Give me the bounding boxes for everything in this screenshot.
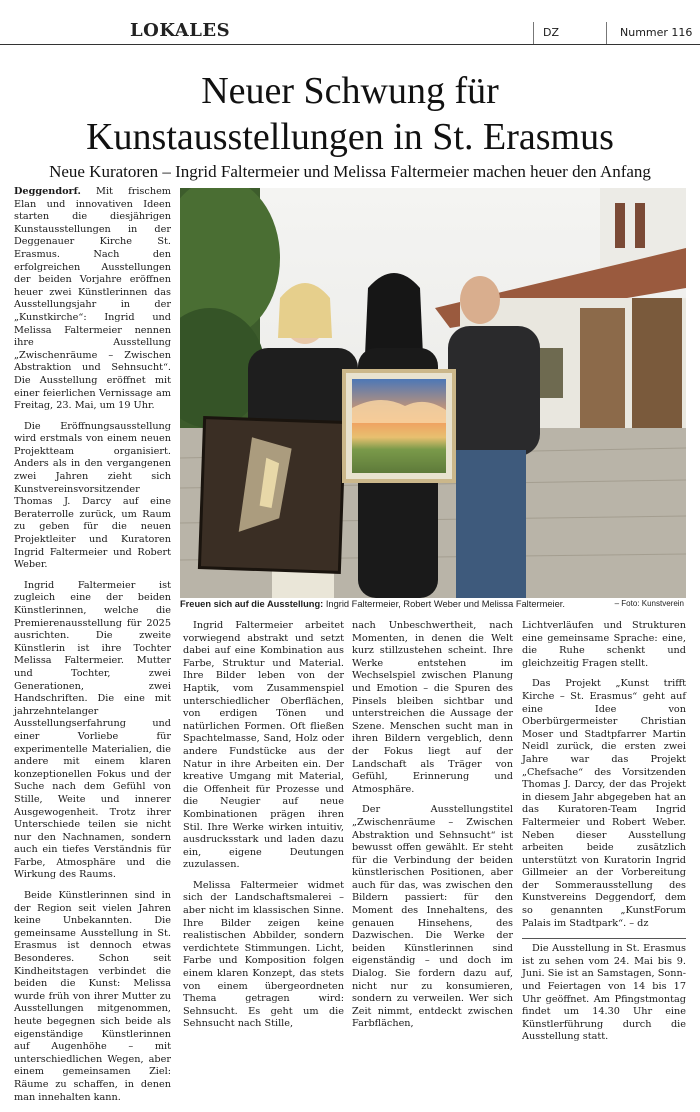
paper-abbreviation: DZ [543, 26, 560, 39]
masthead-divider [533, 22, 534, 44]
paragraph: Lichtverläufen und Strukturen eine gemeinsame Sprache: eine, die Ruhe schenkt und gleichzeitig Fragen stellt. [522, 620, 686, 669]
photo-credit: – Foto: Kunstverein [614, 599, 684, 608]
caption-lead: Freuen sich auf die Ausstellung: [180, 599, 324, 609]
dateline: Deggendorf. [14, 186, 81, 197]
subheadline: Neue Kuratoren – Ingrid Faltermeier und Melissa Faltermeier machen heuer den Anfang [49, 162, 651, 181]
photo-illustration [180, 188, 686, 598]
paragraph-text: Mit frischem Elan und innovativen Ideen starten die diesjährigen Kunstausstellungen in der Deggenauer Kirche St. Erasmus. Nach den erfolgreichen Ausstellungen der beiden Vorjahre eröffnen heuer zwei Künstlerinnen das Ausstellungsjahr in der „Kunstkirche“: Ingrid und Melissa Faltermeier nennen ihre Ausstellung „Zwischenräume – Zwischen Abstraktion und Sehnsucht“. Die Ausstellung eröffnet mit einer feierlichen Vernissage am Freitag, 23. Mai, um 19 Uhr. [14, 186, 171, 412]
info-box-text: Die Ausstellung in St. Erasmus ist zu sehen vom 24. Mai bis 9. Juni. Sie ist an Samstagen, Sonn- und Feiertagen von 14 bis 17 Uhr geöffnet. Am Pfingstmontag findet um 14.30 Uhr eine Künstlerführung durch die Ausstellung statt. [522, 938, 686, 1044]
masthead-rule [0, 44, 700, 45]
masthead-divider [606, 22, 607, 44]
caption-text: Ingrid Faltermeier, Robert Weber und Melissa Faltermeier. [323, 599, 565, 609]
paragraph: Beide Künstlerinnen sind in der Region seit vielen Jahren keine Unbekannten. Die gemeinsame Ausstellung in St. Erasmus ist dennoch etwas Besonderes. Schon seit Kindheitstagen verbindet die beiden die Kunst: Melissa wurde früh von ihrer Mutter zu Ausstellungen mitgenommen, heute begegnen sich beide als eigenständige Künstlerinnen auf Augenhöhe – mit unterschiedlichen Wegen, aber einem gemeinsamen Ziel: Räume zu schaffen, in denen man innehalten kann. [14, 890, 171, 1103]
article-column-4 [522, 620, 686, 1052]
paragraph: Der Ausstellungstitel „Zwischenräume – Zwischen Abstraktion und Sehnsucht“ ist bewusst offen gewählt. Er steht für die Verbindung der beiden künstlerischen Positionen, aber auch für das, was zwischen den Bildern passiert: für den Moment des Innehaltens, des genauen Hinsehens, des Dazwischen. Die Werke der beiden Künstlerinnen sind eigenständig – und doch im Dialog. Sie fordern dazu auf, nicht nur zu konsumieren, sondern zu verweilen. Wer sich Zeit nimmt, entdeckt zwischen Farbflächen, [352, 804, 513, 1030]
article-column-2 [183, 620, 344, 1039]
section-name: LOKALES [130, 20, 231, 41]
article-photo [180, 188, 686, 598]
paragraph: Melissa Faltermeier widmet sich der Landschaftsmalerei – aber nicht im klassischen Sinne. Ihre Bilder zeigen keine realistischen Abbilder, sondern verdichtete Stimmungen. Licht, Farbe und Komposition folgen einem klaren Konzept, das stets von einem übergeordneten Thema getragen wird: Sehnsucht. Es geht um die Sehnsucht nach Stille, [183, 879, 344, 1030]
article-column-1 [14, 186, 171, 1112]
article-column-3 [352, 620, 513, 1039]
headline-line-1: Neuer Schwung für [201, 70, 499, 112]
paragraph [14, 186, 171, 413]
headline-line-2: Kunstausstellungen in St. Erasmus [86, 116, 614, 158]
paragraph: Ingrid Faltermeier ist zugleich eine der beiden Künstlerinnen, welche die Premierenausstellung für 2025 ausrichten. Die zweite Künstlerin ist ihre Tochter Melissa Faltermeier. Mutter und Tochter, zwei Generationen, zwei Handschriften. Die eine mit jahrzehntelanger Ausstellungserfahrung und einer Vorliebe für experimentelle Materialien, die andere mit einem klaren konzeptionellen Fokus und der Suche nach dem Gefühl von Stille, Weite und innerer Ausgewogenheit. Trotz ihrer Unterschiede teilen sie nicht nur den Nachnamen, sondern auch ein tiefes Verständnis für Farbe, Atmosphäre und die Wirkung des Raums. [14, 579, 171, 881]
paragraph: Die Eröffnungsausstellung wird erstmals von einem neuen Projektteam organisiert. Anders als in den vergangenen zwei Jahren zieht sich Kunstvereinsvorsitzender Thomas J. Darcy auf eine Beraterrolle zurück, um Raum zu geben für die neuen Projektleiter und Kuratoren Ingrid Faltermeier und Robert Weber. [14, 420, 171, 571]
paragraph: Das Projekt „Kunst trifft Kirche – St. Erasmus“ geht auf eine Idee von Oberbürgermeister Christian Moser und Stadtpfarrer Martin Neidl zurück, die ersten zwei Jahre war das Projekt „Chefsache“ des Vorsitzenden Thomas J. Darcy, der das Projekt in diesem Jahr abgegeben hat an das Kuratoren-Team Ingrid Faltermeier und Robert Weber. Neben dieser Ausstellung arbeiten beide zusätzlich unterstützt von Kuratorin Ingrid Gillmeier an der Vorbereitung der Sommerausstellung des Kunstvereins Deggendorf, dem so genannten „KunstForum Palais im Stadtpark“. – dz [522, 678, 686, 929]
paragraph: nach Unbeschwertheit, nach Momenten, in denen die Welt kurz stillzustehen scheint. Ihre Werke entstehen im Wechselspiel zwischen Planung und Emotion – die Spuren des Pinsels bleiben sichtbar und unterstreichen die Aussage der Szene. Menschen sucht man in ihren Bildern vergeblich, denn der Fokus liegt auf der Landschaft als Träger von Gefühl, Erinnerung und Atmosphäre. [352, 620, 513, 795]
masthead [0, 0, 700, 46]
paragraph: Ingrid Faltermeier arbeitet vorwiegend abstrakt und setzt dabei auf eine Kombination aus Farbe, Struktur und Material. Ihre Bilder leben von der Haptik, vom Zusammenspiel unterschiedlicher Oberflächen, von erdigen Tönen und natürlichen Formen. Oft fließen Spachtelmasse, Sand, Holz oder andere Fundstücke aus der Natur in ihre Arbeiten ein. Der kreative Umgang mit Material, die Offenheit für Prozesse und die Neugier auf neue Kombinationen prägen ihren Stil. Ihre Werke wirken intuitiv, ausdrucksstark und laden dazu ein, eigene Deutungen zuzulassen. [183, 620, 344, 871]
photo-caption [180, 599, 686, 609]
issue-number: Nummer 116 [620, 26, 693, 39]
